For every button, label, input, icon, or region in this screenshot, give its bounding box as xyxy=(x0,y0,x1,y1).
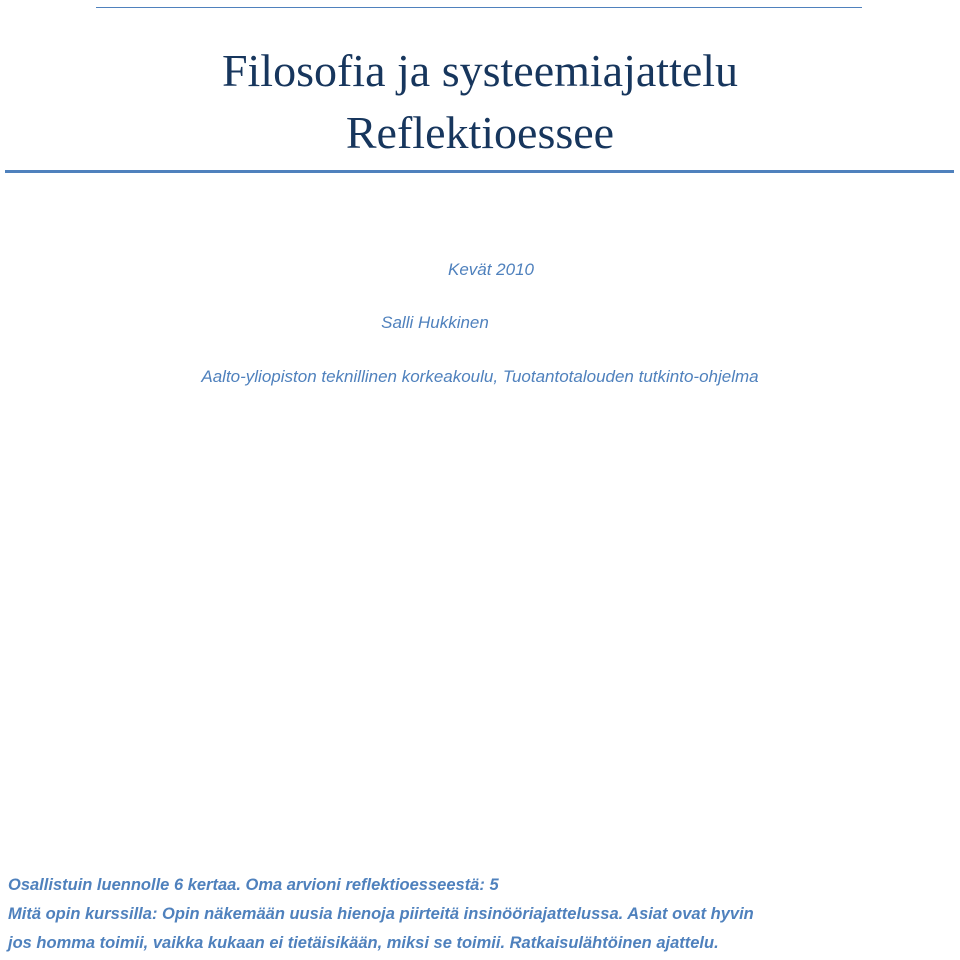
title-line-1: Filosofia ja systeemiajattelu xyxy=(221,45,739,96)
author-line xyxy=(0,312,960,334)
affiliation-line xyxy=(0,366,960,388)
date-line xyxy=(0,259,960,281)
abstract-line-2: Mitä opin kurssilla: Opin näkemään uusia hienoja piirteitä insinööriajattelussa. Asiat ovat hyvin xyxy=(8,905,754,923)
affiliation-text: Aalto-yliopiston teknillinen korkeakoulu, Tuotantotalouden tutkinto-ohjelma xyxy=(201,367,759,386)
title-line-2: Reflektioessee xyxy=(345,107,615,158)
title-rule xyxy=(5,170,954,173)
document-title xyxy=(0,40,960,164)
abstract-line-1: Osallistuin luennolle 6 kertaa. Oma arvioni reflektioesseestä: 5 xyxy=(8,876,499,894)
abstract-line-3: jos homma toimii, vaikka kukaan ei tietäisikään, miksi se toimii. Ratkaisulähtöinen ajattelu. xyxy=(8,934,719,952)
author-text: Salli Hukkinen xyxy=(381,313,489,332)
date-text: Kevät 2010 xyxy=(447,260,534,279)
abstract xyxy=(8,871,958,958)
top-rule xyxy=(96,7,862,8)
